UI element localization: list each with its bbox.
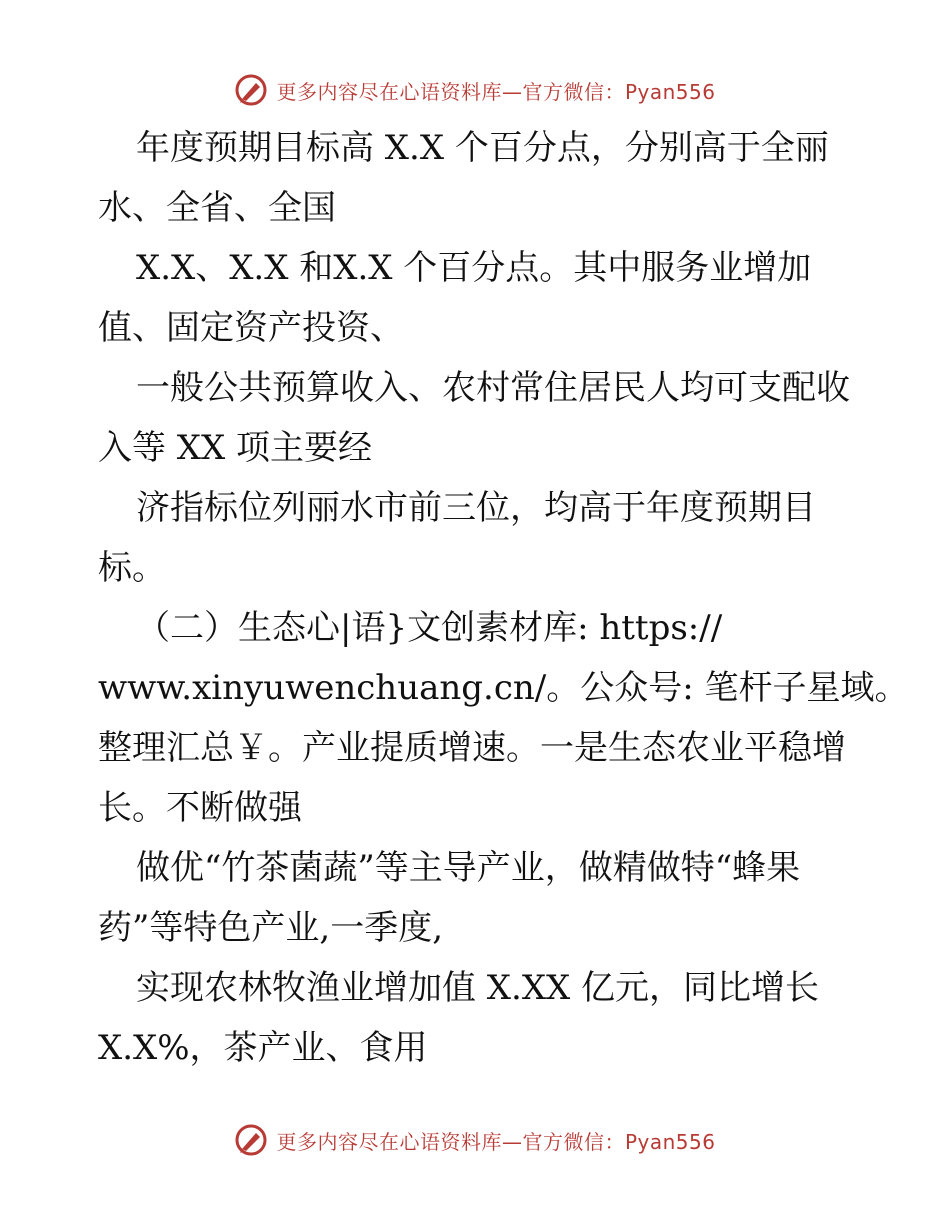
text-line: 长。不断做强 <box>98 788 302 828</box>
text-line: 入等 XX 项主要经 <box>98 428 373 468</box>
text-line: 水、全省、全国 <box>98 188 336 228</box>
text-line: 整理汇总￥。产业提质增速。一是生态农业平稳增 <box>98 728 846 768</box>
text-line: 实现农林牧渔业增加值 X.XX 亿元，同比增长 <box>136 968 820 1008</box>
text-line: （二）生态心|语}文创素材库: https:// <box>136 608 723 648</box>
footer-watermark-banner <box>0 1120 950 1160</box>
pen-logo-icon <box>234 73 268 107</box>
pen-logo-icon <box>234 1123 268 1157</box>
footer-watermark-text: 更多内容尽在心语资料库—官方微信：Pyan556 <box>276 1129 716 1154</box>
text-line: 一般公共预算收入、农村常住居民人均可支配收 <box>136 368 850 408</box>
text-line: 值、固定资产投资、 <box>98 308 404 348</box>
body-text <box>98 118 909 1078</box>
text-line: 年度预期目标高 X.X 个百分点，分别高于全丽 <box>136 128 829 168</box>
text-line: 药”等特色产业,一季度, <box>98 908 443 948</box>
text-line: 做优“竹茶菌蔬”等主导产业，做精做特“蜂果 <box>136 848 801 888</box>
text-line: X.X%，茶产业、食用 <box>98 1028 428 1068</box>
text-line: www.xinyuwenchuang.cn/。公众号: 笔杆子星域。 <box>98 668 909 708</box>
header-watermark-banner <box>0 70 950 110</box>
text-line: 标。 <box>98 548 166 588</box>
text-line: X.X、X.X 和X.X 个百分点。其中服务业增加 <box>136 248 812 288</box>
text-line: 济指标位列丽水市前三位，均高于年度预期目 <box>136 488 816 528</box>
header-watermark-text: 更多内容尽在心语资料库—官方微信：Pyan556 <box>276 79 716 104</box>
